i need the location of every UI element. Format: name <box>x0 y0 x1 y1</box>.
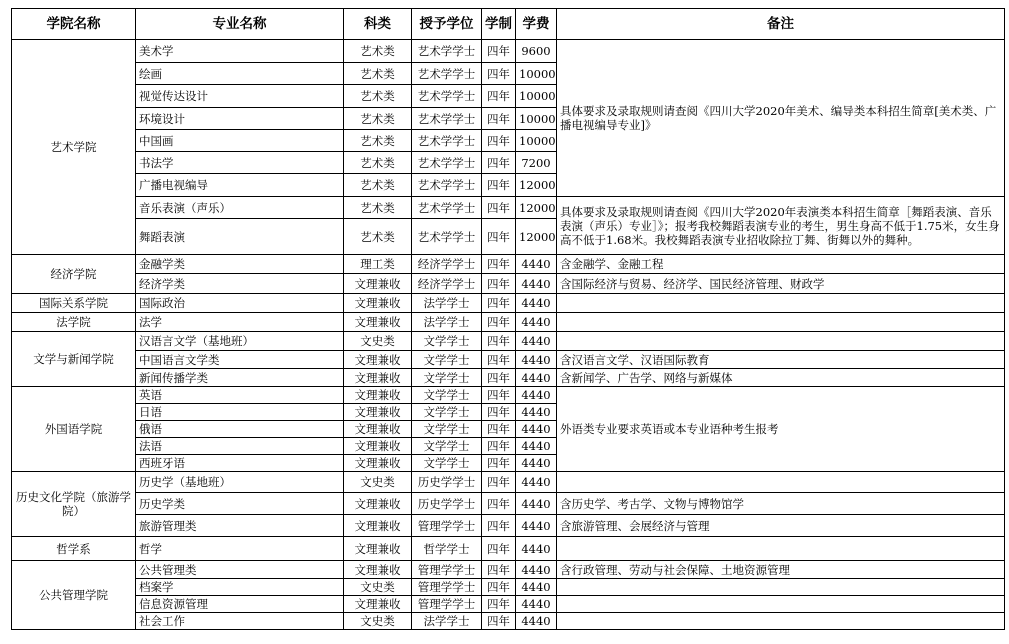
category-cell: 文理兼收 <box>344 515 412 537</box>
note-cell <box>557 472 1005 493</box>
category-cell: 艺术类 <box>344 85 412 108</box>
table-row <box>12 472 1005 493</box>
duration-cell: 四年 <box>482 455 516 472</box>
fee-cell: 12000 <box>516 174 557 197</box>
note-cell <box>557 613 1005 630</box>
college-cell: 外国语学院 <box>12 387 136 472</box>
fee-cell: 4440 <box>516 332 557 351</box>
degree-cell: 艺术学学士 <box>412 85 482 108</box>
table-row <box>12 596 1005 613</box>
college-cell: 法学院 <box>12 313 136 332</box>
major-cell: 汉语言文学（基地班） <box>136 332 344 351</box>
major-cell: 俄语 <box>136 421 344 438</box>
college-cell: 公共管理学院 <box>12 561 136 630</box>
note-cell: 含国际经济与贸易、经济学、国民经济管理、财政学 <box>557 274 1005 294</box>
fee-cell: 12000 <box>516 219 557 255</box>
duration-cell: 四年 <box>482 438 516 455</box>
degree-cell: 文学学士 <box>412 404 482 421</box>
note-cell: 含金融学、金融工程 <box>557 255 1005 274</box>
major-cell: 美术学 <box>136 40 344 63</box>
major-cell: 中国语言文学类 <box>136 351 344 369</box>
category-cell: 文理兼收 <box>344 351 412 369</box>
note-cell: 含新闻学、广告学、网络与新媒体 <box>557 369 1005 387</box>
major-cell: 舞蹈表演 <box>136 219 344 255</box>
major-cell: 英语 <box>136 387 344 404</box>
degree-cell: 哲学学士 <box>412 537 482 561</box>
table-row <box>12 294 1005 313</box>
duration-cell: 四年 <box>482 130 516 152</box>
fee-cell: 4440 <box>516 274 557 294</box>
major-table <box>11 8 1005 630</box>
major-cell: 绘画 <box>136 63 344 85</box>
duration-cell: 四年 <box>482 472 516 493</box>
major-cell: 书法学 <box>136 152 344 174</box>
duration-cell: 四年 <box>482 108 516 130</box>
duration-cell: 四年 <box>482 219 516 255</box>
fee-cell: 4440 <box>516 596 557 613</box>
fee-cell: 10000 <box>516 63 557 85</box>
college-cell: 艺术学院 <box>12 40 136 255</box>
duration-cell: 四年 <box>482 85 516 108</box>
category-cell: 艺术类 <box>344 152 412 174</box>
fee-cell: 4440 <box>516 515 557 537</box>
category-cell: 文史类 <box>344 332 412 351</box>
degree-cell: 文学学士 <box>412 351 482 369</box>
major-cell: 广播电视编导 <box>136 174 344 197</box>
category-cell: 艺术类 <box>344 174 412 197</box>
degree-cell: 法学学士 <box>412 294 482 313</box>
header-college: 学院名称 <box>12 9 136 40</box>
note-cell <box>557 596 1005 613</box>
category-cell: 文史类 <box>344 613 412 630</box>
table-row <box>12 369 1005 387</box>
note-cell: 含旅游管理、会展经济与管理 <box>557 515 1005 537</box>
table-row <box>12 613 1005 630</box>
duration-cell: 四年 <box>482 493 516 515</box>
category-cell: 文理兼收 <box>344 493 412 515</box>
table-row <box>12 387 1005 404</box>
category-cell: 艺术类 <box>344 197 412 219</box>
fee-cell: 4440 <box>516 404 557 421</box>
table-row <box>12 313 1005 332</box>
duration-cell: 四年 <box>482 174 516 197</box>
fee-cell: 10000 <box>516 108 557 130</box>
degree-cell: 管理学学士 <box>412 579 482 596</box>
table-row <box>12 332 1005 351</box>
category-cell: 文理兼收 <box>344 404 412 421</box>
category-cell: 文理兼收 <box>344 438 412 455</box>
duration-cell: 四年 <box>482 561 516 579</box>
category-cell: 理工类 <box>344 255 412 274</box>
fee-cell: 10000 <box>516 130 557 152</box>
fee-cell: 4440 <box>516 455 557 472</box>
category-cell: 艺术类 <box>344 63 412 85</box>
fee-cell: 10000 <box>516 85 557 108</box>
major-cell: 音乐表演（声乐） <box>136 197 344 219</box>
header-category: 科类 <box>344 9 412 40</box>
degree-cell: 法学学士 <box>412 613 482 630</box>
note-cell <box>557 537 1005 561</box>
category-cell: 文理兼收 <box>344 387 412 404</box>
degree-cell: 经济学学士 <box>412 255 482 274</box>
degree-cell: 文学学士 <box>412 332 482 351</box>
note-cell: 具体要求及录取规则请查阅《四川大学2020年表演类本科招生简章［舞蹈表演、音乐表演（声乐）专业］》；报考我校舞蹈表演专业的考生，男生身高不低于1.75米，女生身高不低于1.68米。我校舞蹈表演专业招收除拉丁舞、街舞以外的舞种。 <box>557 197 1005 255</box>
college-cell: 经济学院 <box>12 255 136 294</box>
fee-cell: 7200 <box>516 152 557 174</box>
duration-cell: 四年 <box>482 515 516 537</box>
degree-cell: 管理学学士 <box>412 515 482 537</box>
degree-cell: 艺术学学士 <box>412 219 482 255</box>
table-row <box>12 579 1005 596</box>
degree-cell: 管理学学士 <box>412 561 482 579</box>
degree-cell: 艺术学学士 <box>412 40 482 63</box>
fee-cell: 4440 <box>516 255 557 274</box>
category-cell: 文理兼收 <box>344 537 412 561</box>
fee-cell: 4440 <box>516 579 557 596</box>
fee-cell: 4440 <box>516 537 557 561</box>
note-cell: 具体要求及录取规则请查阅《四川大学2020年美术、编导类本科招生简章[美术类、广播电视编导专业]》 <box>557 40 1005 197</box>
duration-cell: 四年 <box>482 63 516 85</box>
college-cell: 哲学系 <box>12 537 136 561</box>
fee-cell: 4440 <box>516 493 557 515</box>
college-cell: 国际关系学院 <box>12 294 136 313</box>
duration-cell: 四年 <box>482 40 516 63</box>
note-cell: 含历史学、考古学、文物与博物馆学 <box>557 493 1005 515</box>
duration-cell: 四年 <box>482 579 516 596</box>
duration-cell: 四年 <box>482 596 516 613</box>
note-cell <box>557 294 1005 313</box>
college-cell: 历史文化学院（旅游学院） <box>12 472 136 537</box>
duration-cell: 四年 <box>482 197 516 219</box>
degree-cell: 艺术学学士 <box>412 108 482 130</box>
duration-cell: 四年 <box>482 421 516 438</box>
category-cell: 艺术类 <box>344 40 412 63</box>
duration-cell: 四年 <box>482 404 516 421</box>
duration-cell: 四年 <box>482 274 516 294</box>
note-cell: 外语类专业要求英语或本专业语种考生报考 <box>557 387 1005 472</box>
note-cell: 含行政管理、劳动与社会保障、土地资源管理 <box>557 561 1005 579</box>
major-cell: 旅游管理类 <box>136 515 344 537</box>
major-cell: 日语 <box>136 404 344 421</box>
degree-cell: 文学学士 <box>412 387 482 404</box>
college-cell: 文学与新闻学院 <box>12 332 136 387</box>
major-cell: 中国画 <box>136 130 344 152</box>
header-major: 专业名称 <box>136 9 344 40</box>
table-row <box>12 515 1005 537</box>
category-cell: 文理兼收 <box>344 596 412 613</box>
major-cell: 环境设计 <box>136 108 344 130</box>
fee-cell: 12000 <box>516 197 557 219</box>
category-cell: 文史类 <box>344 472 412 493</box>
fee-cell: 4440 <box>516 561 557 579</box>
category-cell: 艺术类 <box>344 108 412 130</box>
category-cell: 文理兼收 <box>344 561 412 579</box>
major-cell: 公共管理类 <box>136 561 344 579</box>
degree-cell: 经济学学士 <box>412 274 482 294</box>
category-cell: 文理兼收 <box>344 313 412 332</box>
duration-cell: 四年 <box>482 613 516 630</box>
duration-cell: 四年 <box>482 537 516 561</box>
degree-cell: 历史学学士 <box>412 472 482 493</box>
fee-cell: 4440 <box>516 313 557 332</box>
major-cell: 档案学 <box>136 579 344 596</box>
table-row <box>12 561 1005 579</box>
note-cell: 含汉语言文学、汉语国际教育 <box>557 351 1005 369</box>
degree-cell: 艺术学学士 <box>412 130 482 152</box>
header-fee: 学费 <box>516 9 557 40</box>
duration-cell: 四年 <box>482 369 516 387</box>
fee-cell: 4440 <box>516 421 557 438</box>
header-row <box>12 9 1005 40</box>
degree-cell: 管理学学士 <box>412 596 482 613</box>
duration-cell: 四年 <box>482 313 516 332</box>
major-cell: 经济学类 <box>136 274 344 294</box>
table-row <box>12 274 1005 294</box>
degree-cell: 文学学士 <box>412 421 482 438</box>
degree-cell: 法学学士 <box>412 313 482 332</box>
degree-cell: 文学学士 <box>412 455 482 472</box>
major-cell: 西班牙语 <box>136 455 344 472</box>
table-row <box>12 197 1005 219</box>
degree-cell: 艺术学学士 <box>412 152 482 174</box>
note-cell <box>557 313 1005 332</box>
category-cell: 文理兼收 <box>344 294 412 313</box>
major-cell: 法学 <box>136 313 344 332</box>
major-cell: 金融学类 <box>136 255 344 274</box>
fee-cell: 4440 <box>516 387 557 404</box>
category-cell: 文理兼收 <box>344 455 412 472</box>
fee-cell: 4440 <box>516 472 557 493</box>
degree-cell: 文学学士 <box>412 438 482 455</box>
duration-cell: 四年 <box>482 294 516 313</box>
duration-cell: 四年 <box>482 332 516 351</box>
duration-cell: 四年 <box>482 255 516 274</box>
note-cell <box>557 579 1005 596</box>
table-row <box>12 351 1005 369</box>
degree-cell: 艺术学学士 <box>412 63 482 85</box>
header-degree: 授予学位 <box>412 9 482 40</box>
duration-cell: 四年 <box>482 351 516 369</box>
major-cell: 历史学类 <box>136 493 344 515</box>
fee-cell: 4440 <box>516 613 557 630</box>
duration-cell: 四年 <box>482 387 516 404</box>
degree-cell: 历史学学士 <box>412 493 482 515</box>
fee-cell: 4440 <box>516 438 557 455</box>
header-note: 备注 <box>557 9 1005 40</box>
fee-cell: 4440 <box>516 351 557 369</box>
category-cell: 文理兼收 <box>344 421 412 438</box>
major-cell: 社会工作 <box>136 613 344 630</box>
fee-cell: 9600 <box>516 40 557 63</box>
table-row <box>12 493 1005 515</box>
major-cell: 历史学（基地班） <box>136 472 344 493</box>
duration-cell: 四年 <box>482 152 516 174</box>
category-cell: 文史类 <box>344 579 412 596</box>
table-row <box>12 40 1005 63</box>
header-duration: 学制 <box>482 9 516 40</box>
degree-cell: 艺术学学士 <box>412 197 482 219</box>
degree-cell: 文学学士 <box>412 369 482 387</box>
fee-cell: 4440 <box>516 294 557 313</box>
major-cell: 哲学 <box>136 537 344 561</box>
major-cell: 法语 <box>136 438 344 455</box>
major-cell: 新闻传播学类 <box>136 369 344 387</box>
major-cell: 国际政治 <box>136 294 344 313</box>
major-cell: 信息资源管理 <box>136 596 344 613</box>
category-cell: 艺术类 <box>344 130 412 152</box>
category-cell: 艺术类 <box>344 219 412 255</box>
degree-cell: 艺术学学士 <box>412 174 482 197</box>
note-cell <box>557 332 1005 351</box>
fee-cell: 4440 <box>516 369 557 387</box>
category-cell: 文理兼收 <box>344 274 412 294</box>
table-row <box>12 537 1005 561</box>
category-cell: 文理兼收 <box>344 369 412 387</box>
major-cell: 视觉传达设计 <box>136 85 344 108</box>
table-row <box>12 255 1005 274</box>
